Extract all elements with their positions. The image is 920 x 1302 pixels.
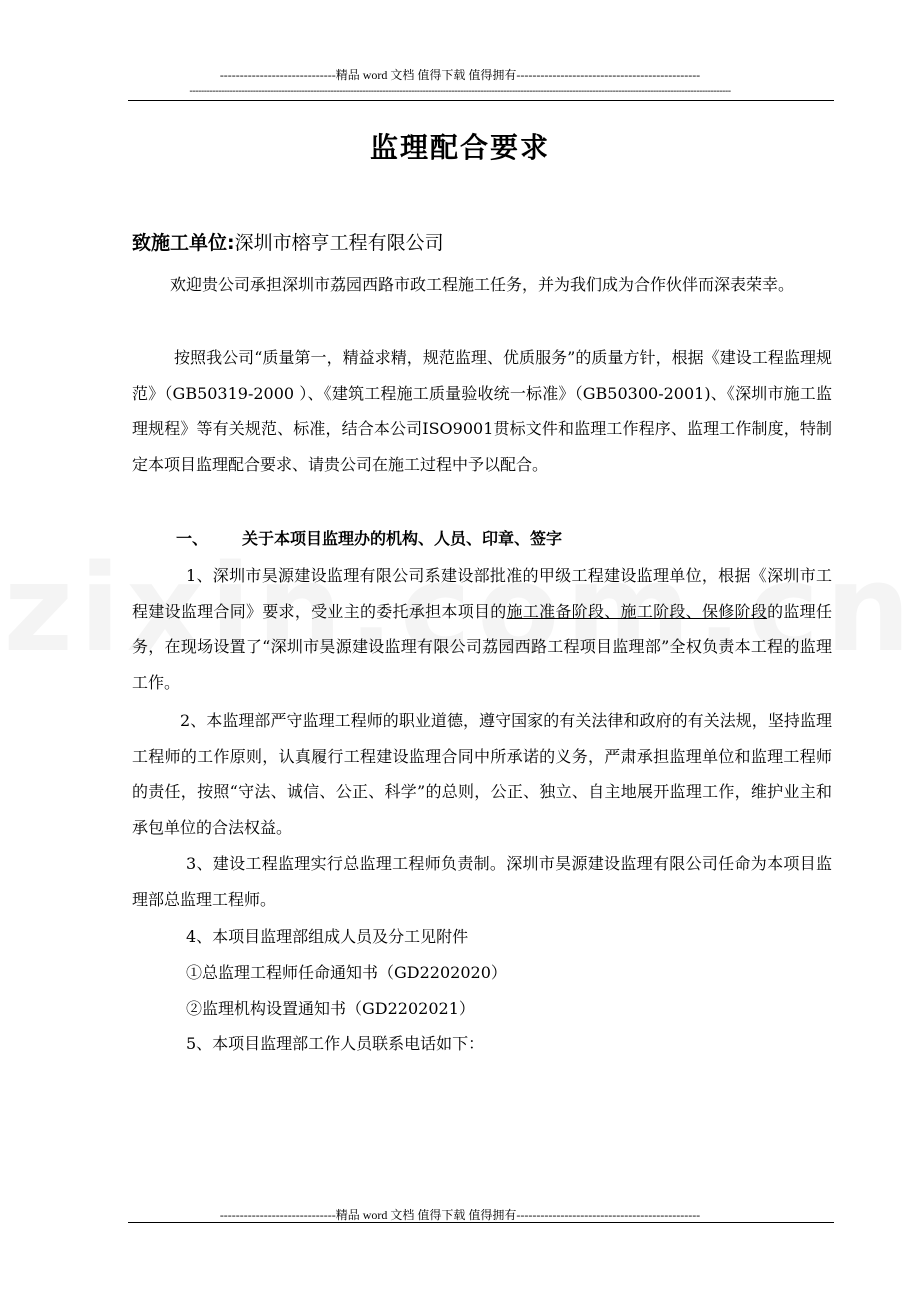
attachment-2: ②监理机构设置通知书（GD2202021） xyxy=(186,999,475,1018)
header-rule xyxy=(128,100,834,101)
item-5-line: 5、本项目监理部工作人员联系电话如下： xyxy=(186,1034,485,1053)
header-dash-line: -------------------------------------------------------------------------------------------------------------------------------------------------------------------------------------------- xyxy=(189,86,731,97)
item-1-paragraph xyxy=(132,558,832,700)
item-4-line: 4、本项目监理部组成人员及分工见附件 xyxy=(186,927,469,946)
document-title: 监理配合要求 xyxy=(369,131,550,164)
addressee-name: 深圳市榕亨工程有限公司 xyxy=(234,232,444,254)
item-2-paragraph: 2、本监理部严守监理工程师的职业道德，遵守国家的有关法律和政府的有关法规，坚持监理工程师的工作原则，认真履行工程建设监理合同中所承诺的义务，严肃承担监理单位和监理工程师的责任，按照“守法、诚信、公正、科学”的总则，公正、独立、自主地展开监理工作，维护业主和承包单位的合法权益。 xyxy=(132,711,832,837)
item-1-text-b: 的监理任务，在现场设置了“深圳市昊源建设监理有限公司荔园西路工程项目监理部”全权负责本工程的监理工作。 xyxy=(132,601,832,692)
addressee-label: 致施工单位: xyxy=(132,232,235,254)
section-title: 关于本项目监理办的机构、人员、印章、签字 xyxy=(242,529,563,548)
footer-rule xyxy=(128,1222,834,1223)
attachment-1: ①总监理工程师任命通知书（GD2202020） xyxy=(186,963,507,982)
basis-paragraph: 按照我公司“质量第一，精益求精，规范监理、优质服务”的质量方针，根据《建设工程监理规范》（GB50319-2000 ）、《建筑工程施工质量验收统一标准》（GB50300-2001)、《深圳市施工监理规程》等有关规范、标准，结合本公司ISO9001贯标文件和监理工作程序、监理工作制度，特制定本项目监理配合要求、请贵公司在施工过程中予以配合。 xyxy=(132,348,832,474)
addressee xyxy=(132,228,832,255)
section-number: 一、 xyxy=(176,529,209,548)
intro-paragraph: 欢迎贵公司承担深圳市荔园西路市政工程施工任务，并为我们成为合作伙伴而深表荣幸。 xyxy=(170,275,795,294)
page-footer: -----------------------------精品 word 文档 值得下载 值得拥有---------------------------------------------- xyxy=(219,1208,701,1222)
item-1-text-a: 1、深圳市昊源建设监理有限公司系建设部批准的甲级工程建设监理单位，根据《深圳市工程建设监理合同》要求，受业主的委托承担本项目的 xyxy=(132,566,832,621)
item-3-paragraph: 3、建设工程监理实行总监理工程师负责制。深圳市昊源建设监理有限公司任命为本项目监理部总监理工程师。 xyxy=(132,854,832,909)
item-1-underlined-phases: 施工准备阶段、施工阶段、保修阶段 xyxy=(506,601,768,621)
section-heading xyxy=(176,526,876,549)
page-header: -----------------------------精品 word 文档 值得下载 值得拥有---------------------------------------------- xyxy=(219,68,701,82)
